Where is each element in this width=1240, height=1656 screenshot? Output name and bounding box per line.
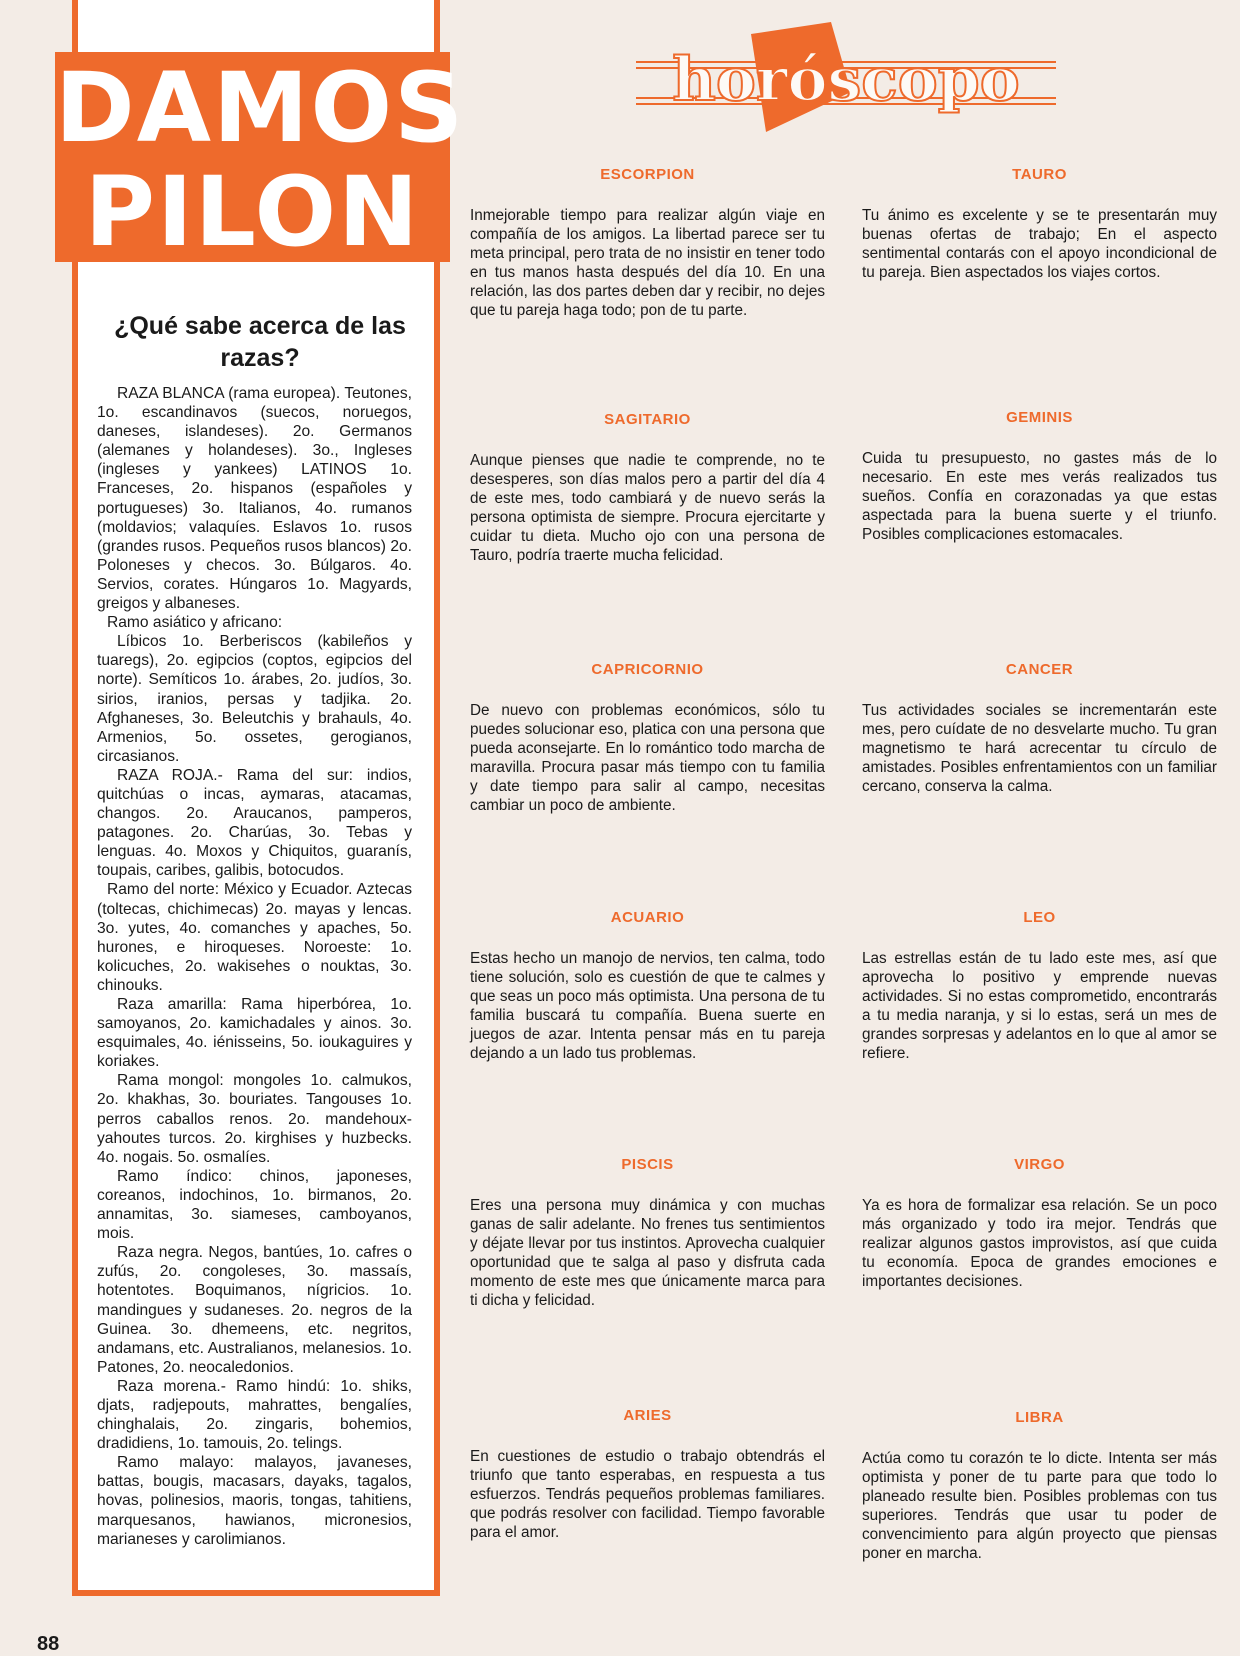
sign-title: SAGITARIO — [604, 411, 691, 428]
sign-capricornio — [470, 660, 825, 815]
sign-text: Inmejorable tiempo para realizar algún viaje en compañía de los amigos. La libertad parece ser tu meta principal, pero trata de no insistir en tener todo en tus manos hasta después del día 10. En una relación, las dos partes deben dar y recibir, no dejes que tu pareja haga todo; pon de tu parte. — [470, 207, 825, 319]
sign-text: Tu ánimo es excelente y se te presentarán muy buenas ofertas de trabajo; En el aspecto sentimental contarás con el apoyo incondicional de tu pareja. Bien aspectados los viajes cortos. — [862, 207, 1217, 281]
sign-title: ARIES — [623, 1407, 672, 1424]
sign-title: ACUARIO — [610, 909, 685, 926]
sign-title: VIRGO — [1014, 1156, 1065, 1173]
sign-text: Ya es hora de formalizar esa relación. Se un poco más organizado y todo ira mejor. Tendrás que realizar algunos gastos improvistos, así que cuida tu economía. Epoca de grandes emociones e importantes decisiones. — [862, 1197, 1217, 1290]
sign-escorpion — [470, 165, 825, 320]
sign-sagitario — [470, 410, 825, 565]
article-paragraph: Ramo del norte: México y Ecuador. Aztecas (toltecas, chichimecas) 2o. mayas y lencas. 3o. yutes, 4o. comanches y apaches, 5o. hurones, e hiroqueses. Noroeste: 1o. kolicuches, 2o. wakisehes o nouktas, 3o. chinouks. — [97, 881, 412, 994]
article-paragraph: Raza morena.- Ramo hindú: 1o. shiks, djats, radjepouts, mahrattes, bengalíes, chinghalais, 2o. zingaris, bohemios, dradidiens, 1o. tamouis, 2o. telings. — [97, 1377, 412, 1453]
sign-title: CANCER — [1005, 661, 1074, 678]
horoscope-logo — [636, 22, 1056, 142]
sign-aries — [470, 1406, 825, 1542]
sign-text: De nuevo con problemas económicos, sólo tu puedes solucionar eso, platica con una persona que pueda aconsejarte. En lo romántico todo marcha de maravilla. Procura pasar más tiempo con tu familia y date tiempo para salir al campo, necesitas cambiar un poco de ambiente. — [470, 702, 825, 814]
article-paragraph: RAZA ROJA.- Rama del sur: indios, quitchúas o incas, aymaras, atacamas, changos. 2o. Araucanos, pamperos, patagones. 2o. Charúas, 3o. Tebas y lenguas. 4o. Moxos y Chiquitos, guaranís, toupais, caribes, galibis, botocudos. — [97, 766, 412, 880]
article-paragraph: Ramo índico: chinos, japoneses, coreanos, indochinos, 1o. birmanos, 2o. annamitas, 3o. siameses, camboyanos, mois. — [97, 1167, 412, 1243]
sign-tauro — [862, 165, 1217, 282]
sign-title: LIBRA — [1015, 1409, 1064, 1426]
article-paragraph: RAZA BLANCA (rama europea). Teutones, 1o. escandinavos (suecos, noruegos, daneses, islandeses). 2o. Germanos (alemanes y holandeses). 3o., Ingleses (ingleses y yankees) LATINOS 1o. Franceses, 2o. hispanos (españoles y portugueses) 3o. Italianos, 4o. rumanos (moldavios; valaquíes. Eslavos 1o. rusos (grandes rusos. Pequeños rusos blancos) 2o. Poloneses y checos. 3o. Búlgaros. 4o. Servios, corates. Húngaros 1o. Magyards, greigos y albaneses. — [97, 385, 412, 613]
article-paragraph: Raza amarilla: Rama hiperbórea, 1o. samoyanos, 2o. kamichadales y ainos. 3o. esquimales, 4o. iénisseins, 5o. ioukaguires y koriakes. — [97, 996, 412, 1071]
sign-cancer — [862, 660, 1217, 796]
article-paragraph: Líbicos 1o. Berberiscos (kabileños y tuaregs), 2o. egipcios (coptos, egipcios del norte). Semíticos 1o. árabes, 2o. judíos, 3o. sirios, iranios, persas y tadjika. 2o. Afghaneses, 3o. Beleutchis y brahauls, 4o. Armenios, 5o. ossetes, gerogianos, circasianos. — [97, 633, 412, 765]
sign-geminis — [862, 408, 1217, 544]
article-paragraph: Ramo malayo: malayos, javaneses, battas, bougis, macasars, dayaks, tagalos, hovas, polinesios, maoris, tongas, tahitiens, marquesanos, hawianos, micronesios, marianeses y carolimianos. — [97, 1454, 412, 1548]
sign-text: En cuestiones de estudio o trabajo obtendrás el triunfo que tanto esperabas, en respuesta a tus esfuerzos. Tendrás pequeños problemas familiares. que podrás resolver con facilidad. Tiempo favorable para el amor. — [470, 1448, 825, 1541]
article-title-line2: PILON — [84, 156, 421, 268]
sign-text: Estas hecho un manojo de nervios, ten calma, todo tiene solución, solo es cuestión de que te calmes y que seas un poco más optimista. Una persona de tu familia buscará tu compañía. Buena suerte en juegos de azar. Intenta pensar más en tu pareja dejando a un lado tus problemas. — [470, 950, 825, 1062]
logo-text: horóscopo — [672, 45, 1020, 115]
sign-leo — [862, 908, 1217, 1063]
article-paragraph: Rama mongol: mongoles 1o. calmukos, 2o. khakhas, 3o. bouriates. Tangouses 1o. perros caballos renos. 2o. mandehoux-yahoutes turcos. 2o. kirghises y huzbecks. 4o. nogais. 5o. osmalíes. — [97, 1072, 412, 1166]
sign-title: TAURO — [1012, 166, 1067, 183]
article-paragraph: Raza negra. Negos, bantúes, 1o. cafres o zufús, 2o. congoleses, 3o. massaís, hotentotes. Boquimanos, nígricios. 1o. mandingues y sudaneses. 2o. negros de la Guinea. 3o. dhemeens, etc. negritos, andamans, etc. Australianos, melanesios. 1o. Patones, 2o. neocaledonios. — [97, 1244, 412, 1376]
sign-title: ESCORPION — [600, 166, 695, 183]
page-number: 88 — [37, 1633, 60, 1655]
sign-title: GEMINIS — [1006, 409, 1073, 426]
sign-text: Actúa como tu corazón te lo dicte. Intenta ser más optimista y poner de tu parte para que todo lo planeado resulte bien. Posibles problemas con tus superiores. Tendrás que usar tu poder de convencimiento para algún proyecto que piensas poner en marcha. — [862, 1450, 1217, 1562]
sign-libra — [862, 1408, 1217, 1563]
article-body — [97, 384, 412, 1549]
sign-acuario — [470, 908, 825, 1063]
sign-text: Las estrellas están de tu lado este mes, así que aprovecha lo positivo y emprende nuevas actividades. Si no estas comprometido, encontrarás a tu media naranja, y si lo estas, será un mes de grandes sorpresas y adelantos en lo que al amor se refiere. — [862, 950, 1217, 1062]
article-title-banner — [55, 52, 466, 268]
article-subtitle: ¿Qué sabe acerca de las razas? — [114, 312, 406, 372]
sign-title: LEO — [1023, 909, 1056, 926]
sign-text: Cuida tu presupuesto, no gastes más de lo necesario. En este mes verás realizados tus sueños. Confía en corazonadas ya que estas aspectada para la buena suerte y el triunfo. Posibles complicaciones estomacales. — [862, 450, 1217, 543]
sign-text: Tus actividades sociales se incrementarán este mes, pero cuídate de no desvelarte mucho. Tu gran magnetismo te hará acrecentar tu círculo de amistades. Posibles enfrentamientos con un familiar cercano, conserva la calma. — [862, 702, 1217, 795]
sign-text: Eres una persona muy dinámica y con muchas ganas de salir adelante. No frenes tus sentimientos y déjate llevar por tus instintos. Aprovecha cualquier oportunidad que te salga al paso y disfruta cada momento de este mes que únicamente marca para ti dicha y felicidad. — [470, 1197, 825, 1309]
sign-title: PISCIS — [621, 1156, 674, 1173]
article-paragraph: Ramo asiático y africano: — [107, 614, 283, 632]
article-title-line1: DAMOS — [55, 52, 466, 164]
sign-title: CAPRICORNIO — [591, 661, 704, 678]
sign-piscis — [470, 1155, 825, 1310]
sign-virgo — [862, 1155, 1217, 1291]
sign-text: Aunque pienses que nadie te comprende, no te desesperes, son días malos pero a partir del día 4 de este mes, todo cambiará y de nuevo serás la persona optimista de siempre. Procura ejercitarte y cuidar tu dieta. Mucho ojo con una persona de Tauro, podría traerte mucha felicidad. — [470, 452, 825, 564]
